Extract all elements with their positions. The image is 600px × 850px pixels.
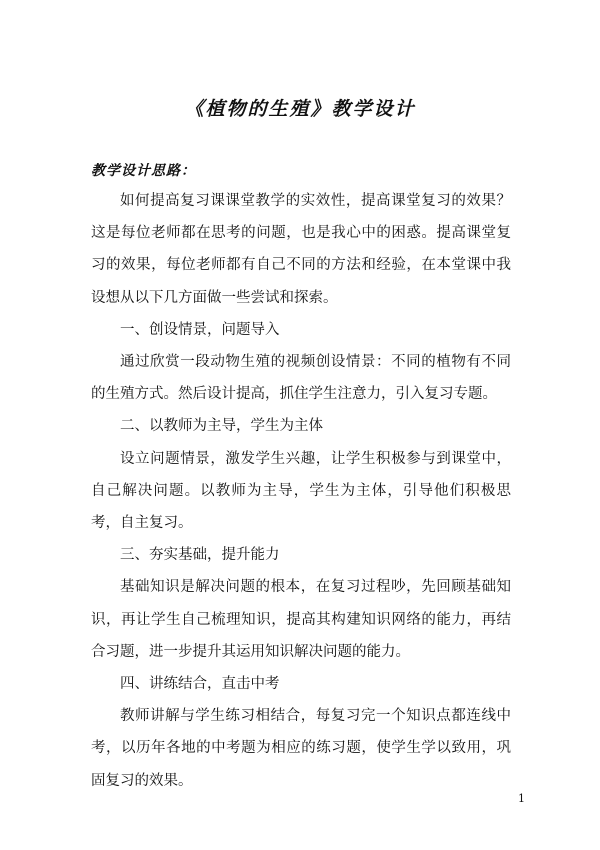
heading-point-4: 四、讲练结合，直击中考 <box>120 676 280 693</box>
paragraph-point-1: 通过欣赏一段动物生殖的视频创设情景：不同的植物有不同的生殖方式。然后设计提高，抓住学生注意力，引入复习专题。 <box>91 354 511 403</box>
heading-point-1: 一、创设情景，问题导入 <box>120 321 280 338</box>
document-title: 《植物的生殖》教学设计 <box>184 98 416 120</box>
heading-point-2: 二、以教师为主导，学生为主体 <box>120 418 323 435</box>
section-heading: 教学设计思路： <box>91 163 196 179</box>
paragraph-point-4: 教师讲解与学生练习相结合，每复习完一个知识点都连线中考，以历年各地的中考题为相应的练习题，使学生学以致用，巩固复习的效果。 <box>91 708 511 789</box>
page-number: 1 <box>518 792 525 805</box>
document-body <box>91 185 511 797</box>
paragraph-intro: 如何提高复习课课堂教学的实效性，提高课堂复习的效果？这是每位老师都在思考的问题，也是我心中的困惑。提高课堂复习的效果，每位老师都有自己不同的方法和经验，在本堂课中我设想从以下几方面做一些尝试和探索。 <box>91 193 511 306</box>
paragraph-point-3: 基础知识是解决问题的根本，在复习过程吵，先回顾基础知识，再让学生自己梳理知识，提高其构建知识网络的能力，再结合习题，进一步提升其运用知识解决问题的能力。 <box>91 579 511 660</box>
heading-point-3: 三、夯实基础，提升能力 <box>120 547 280 564</box>
paragraph-point-2: 设立问题情景，激发学生兴趣，让学生积极参与到课堂中，自己解决问题。以教师为主导，学生为主体，引导他们积极思考，自主复习。 <box>91 450 511 532</box>
